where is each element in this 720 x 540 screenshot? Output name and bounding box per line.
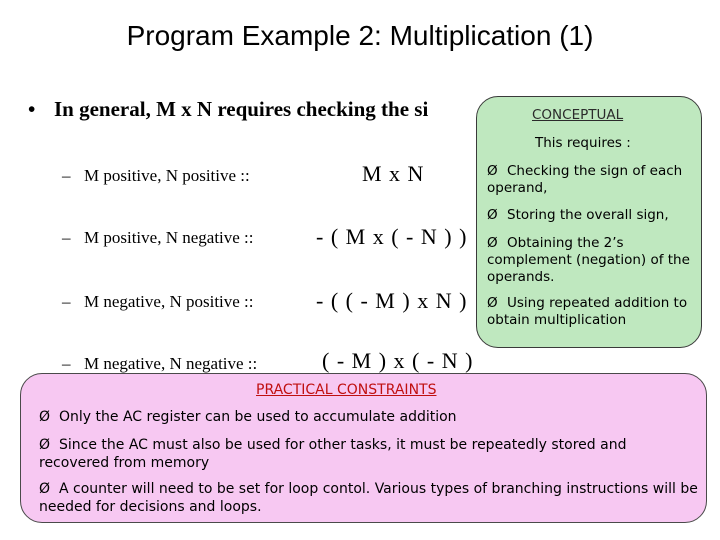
case-dash: – [62, 166, 71, 185]
case-label-pos-neg [62, 228, 254, 248]
arrow-bullet-icon: Ø [39, 437, 51, 453]
arrow-bullet-icon: Ø [39, 481, 51, 497]
conceptual-item [487, 163, 697, 197]
practical-item-text: Since the AC must also be used for other tasks, it must be repeatedly stored and recovered from memory [39, 437, 627, 471]
case-label-neg-pos [62, 292, 254, 312]
practical-item-text: A counter will need to be set for loop contol. Various types of branching instructions will be needed for decisions and loops. [39, 481, 698, 515]
slide-title: Program Example 2: Multiplication (1) [126, 20, 594, 51]
arrow-bullet-icon: Ø [487, 295, 498, 311]
case-label-pos-pos [62, 166, 250, 186]
practical-item [39, 408, 699, 426]
practical-item [39, 480, 699, 516]
arrow-bullet-icon: Ø [487, 235, 498, 251]
case-expr-pos-neg: - ( M x ( - N ) ) [316, 224, 468, 249]
case-expr-neg-pos: - ( ( - M ) x N ) [316, 288, 468, 313]
case-dash: – [62, 354, 71, 373]
conceptual-item-text: Checking the sign of each operand, [487, 163, 683, 196]
practical-title: PRACTICAL CONSTRAINTS [256, 382, 437, 398]
case-dash: – [62, 228, 71, 247]
case-expr-pos-pos: M x N [362, 161, 425, 186]
conceptual-item [487, 207, 697, 224]
conceptual-item-text: Using repeated addition to obtain multiplication [487, 295, 688, 328]
case-expr-neg-neg: ( - M ) x ( - N ) [322, 348, 474, 373]
arrow-bullet-icon: Ø [487, 163, 498, 179]
conceptual-item [487, 295, 697, 329]
conceptual-callout [476, 96, 702, 348]
case-text: M positive, N positive :: [84, 166, 250, 185]
main-bullet [28, 97, 428, 122]
case-text: M negative, N positive :: [84, 292, 254, 311]
arrow-bullet-icon: Ø [39, 409, 51, 425]
arrow-bullet-icon: Ø [487, 207, 498, 223]
conceptual-item [487, 235, 697, 286]
bullet-marker: • [28, 97, 36, 121]
conceptual-intro: This requires : [535, 135, 631, 151]
main-bullet-text: In general, M x N requires checking the si [54, 97, 429, 121]
conceptual-title: CONCEPTUAL [532, 107, 624, 123]
practical-constraints-box [20, 373, 707, 523]
case-label-neg-neg [62, 354, 257, 374]
conceptual-item-text: Storing the overall sign, [507, 207, 669, 223]
case-text: M negative, N negative :: [84, 354, 258, 373]
conceptual-item-text: Obtaining the 2’s complement (negation) of the operands. [487, 235, 690, 285]
case-text: M positive, N negative :: [84, 228, 254, 247]
practical-item [39, 436, 699, 472]
case-dash: – [62, 292, 71, 311]
practical-item-text: Only the AC register can be used to accumulate addition [59, 409, 457, 425]
